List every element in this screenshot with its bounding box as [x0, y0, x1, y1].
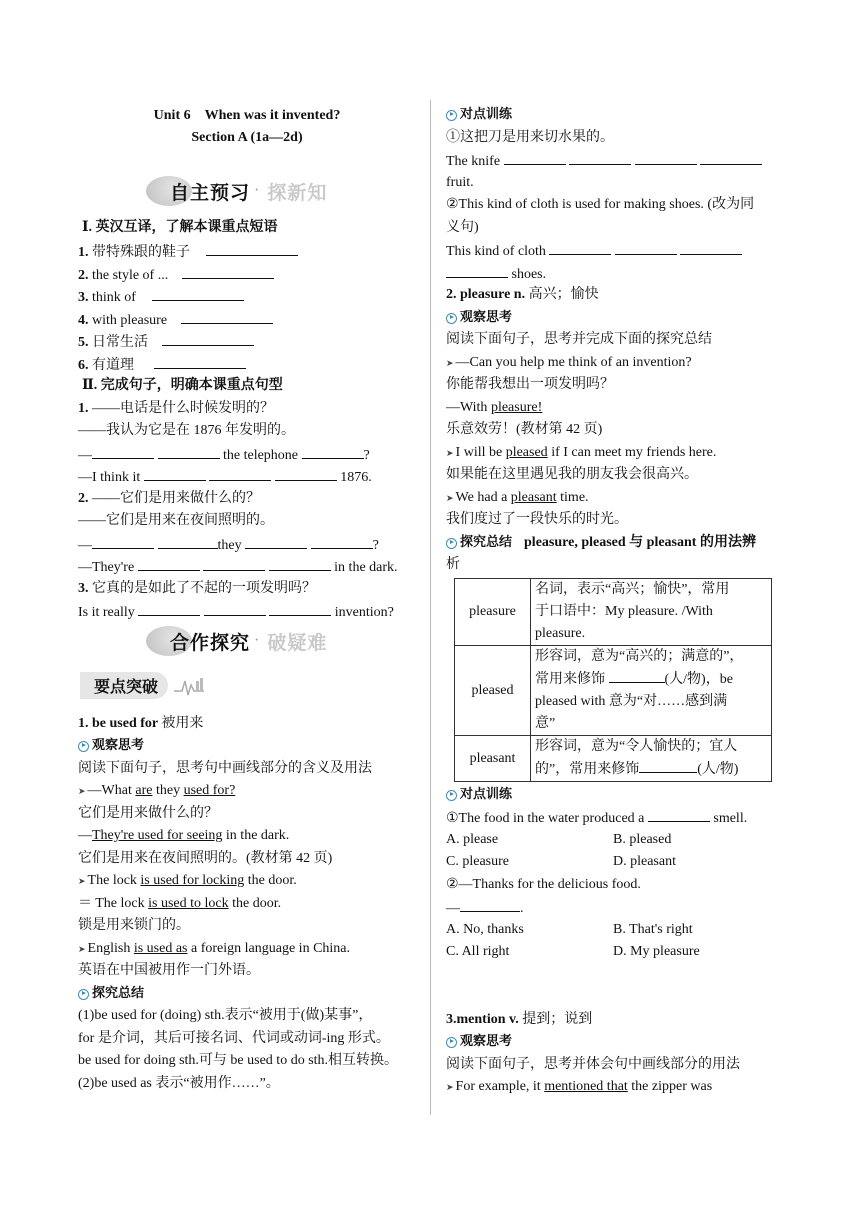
- bullet-arrow-icon: ➤: [78, 876, 86, 886]
- play-circle-icon: [446, 110, 457, 121]
- bullet-arrow-icon: ➤: [446, 358, 454, 368]
- list-item: 4. with pleasure: [78, 309, 273, 331]
- option: B. That's right: [613, 922, 693, 937]
- section-title: Section A (1a—2d): [191, 130, 303, 145]
- key-points-header: 要点突破: [80, 672, 204, 699]
- play-circle-icon: [446, 313, 457, 324]
- list-item: 3. think of: [78, 286, 244, 308]
- play-circle-icon: [446, 538, 457, 549]
- option: C. pleasure: [446, 854, 509, 869]
- option: D. pleasant: [613, 854, 676, 869]
- table-row: pleasant 形容词，意为“令人愉快的；宜人 的”，常用来修饰 (人/物): [455, 736, 772, 782]
- option: D. My pleasure: [613, 944, 700, 959]
- option: C. All right: [446, 944, 510, 959]
- play-circle-icon: [78, 741, 89, 752]
- preview-banner: 自主预习 · 探新知: [146, 176, 327, 206]
- bullet-arrow-icon: ➤: [446, 1082, 454, 1092]
- bullet-arrow-icon: ➤: [446, 493, 454, 503]
- column-divider: [430, 100, 431, 1115]
- list-item: 2. the style of ...: [78, 264, 274, 286]
- play-circle-icon: [446, 790, 457, 801]
- option: A. please: [446, 832, 499, 847]
- option: B. pleased: [613, 832, 672, 847]
- option: A. No, thanks: [446, 922, 524, 937]
- part1-title: Ⅰ. 英汉互译，了解本课重点短语: [82, 220, 278, 235]
- table-row: pleased 形容词，意为“高兴的；满意的”， 常用来修饰 (人/物)，be pleased with 意为“对……感到满 意”: [455, 646, 772, 736]
- play-circle-icon: [446, 1037, 457, 1048]
- part2-title: Ⅱ. 完成句子，明确本课重点句型: [82, 378, 283, 393]
- usage-comparison-table: [454, 578, 772, 782]
- table-row: pleasure 名词，表示“高兴；愉快”，常用 于口语中：My pleasure. /With pleasure.: [455, 579, 772, 646]
- list-item: 5. 日常生活: [78, 331, 254, 353]
- list-item: 6. 有道理: [78, 354, 246, 376]
- bullet-arrow-icon: ➤: [78, 786, 86, 796]
- play-circle-icon: [78, 989, 89, 1000]
- explore-banner: 合作探究 · 破疑难: [146, 626, 327, 656]
- bullet-arrow-icon: ➤: [78, 944, 86, 954]
- list-item: 1. 带特殊跟的鞋子: [78, 241, 298, 263]
- unit-title: Unit 6 When was it invented?: [153, 108, 341, 123]
- heartbeat-chart-icon: [174, 675, 204, 697]
- bullet-arrow-icon: ➤: [446, 448, 454, 458]
